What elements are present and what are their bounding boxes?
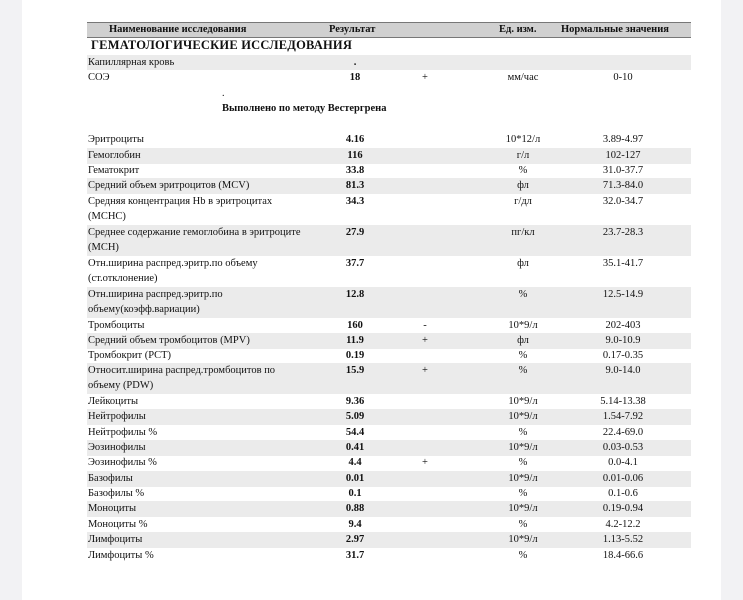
row-result: 9.4 (348, 519, 362, 530)
row-unit: 10*9/л (508, 503, 538, 514)
table-row (87, 455, 691, 471)
row-name: Моноциты % (88, 519, 148, 530)
table-row (87, 548, 691, 564)
row-name: Базофилы (88, 473, 133, 484)
table-header (87, 22, 691, 38)
row-result: 31.7 (345, 550, 365, 561)
row-result: 116 (347, 150, 363, 161)
table-row (87, 256, 691, 287)
method-note: Выполнено по методу Вестергрена (222, 103, 387, 114)
row-unit: фл (517, 258, 529, 269)
row-unit: 10*9/л (508, 411, 538, 422)
row-name: Лимфоциты % (88, 550, 154, 561)
row-norm: 9.0-14.0 (605, 365, 641, 376)
row-result: 0.1 (348, 488, 362, 499)
row-norm: 202-403 (605, 320, 641, 331)
row-name: Эозинофилы (88, 442, 146, 453)
header-name: Наименование исследования (109, 24, 247, 35)
row-name: Эритроциты (88, 134, 144, 145)
row-norm: 0.03-0.53 (602, 442, 644, 453)
row-name: Нейтрофилы (88, 411, 146, 422)
row-name: Лимфоциты (88, 534, 143, 545)
header-result: Результат (329, 24, 376, 35)
row-result: 4.4 (348, 457, 362, 468)
row-unit: 10*9/л (508, 320, 538, 331)
section-title: ГЕМАТОЛОГИЧЕСКИЕ ИССЛЕДОВАНИЯ (91, 38, 353, 52)
row-unit: % (518, 350, 528, 361)
row-name: Средний объем эритроцитов (MCV) (88, 180, 250, 191)
table-row-capillary (87, 55, 691, 70)
row-result: 0.01 (345, 473, 365, 484)
table-row-soe (87, 70, 691, 85)
table-row (87, 148, 691, 164)
table-row (87, 486, 691, 502)
table-row (87, 394, 691, 410)
row-result: 33.8 (345, 165, 365, 176)
row-norm: 9.0-10.9 (605, 335, 641, 346)
row-norm: 4.2-12.2 (605, 519, 641, 530)
row-norm: 35.1-41.7 (602, 258, 644, 269)
row-name: Среднее содержание гемоглобина в эритроците (MCH) (88, 227, 301, 253)
row-unit: 10*9/л (508, 473, 538, 484)
row-result: 81.3 (345, 180, 365, 191)
row-unit: 10*9/л (508, 442, 538, 453)
row-unit: г/л (516, 150, 530, 161)
row-norm: 18.4-66.6 (602, 550, 644, 561)
table-row (87, 532, 691, 548)
row-norm: 0.1-0.6 (608, 488, 638, 499)
row-name: СОЭ (88, 72, 110, 83)
table-row (87, 318, 691, 334)
row-unit: фл (517, 180, 529, 191)
row-name: Отн.ширина распред.эритр.по объему (ст.отклонение) (88, 258, 258, 284)
row-name: Лейкоциты (88, 396, 139, 407)
table-row (87, 225, 691, 256)
row-name: Средняя концентрация Hb в эритроцитах (MCHC) (88, 196, 273, 222)
row-norm: 0.19-0.94 (602, 503, 644, 514)
row-flag: + (422, 72, 428, 83)
row-name: Капиллярная кровь (88, 57, 175, 68)
row-unit: фл (517, 335, 529, 346)
row-unit: пг/кл (511, 227, 535, 238)
row-norm: 1.13-5.52 (602, 534, 644, 545)
table-row (87, 425, 691, 441)
row-norm: 0.0-4.1 (608, 457, 638, 468)
row-result: . (353, 57, 357, 68)
row-unit: 10*12/л (505, 134, 541, 145)
table-row (87, 348, 691, 364)
row-result: 37.7 (345, 258, 365, 269)
row-name: Тромбоциты (88, 320, 145, 331)
row-unit: % (518, 488, 528, 499)
row-result: 0.41 (345, 442, 365, 453)
row-unit: % (518, 457, 528, 468)
row-name: Отн.ширина распред.эритр.по объему(коэфф.вариации) (88, 289, 223, 315)
row-norm: 12.5-14.9 (602, 289, 644, 300)
row-unit: % (518, 519, 528, 530)
row-norm: 32.0-34.7 (602, 196, 644, 207)
row-flag: + (422, 365, 428, 376)
method-dot: . (222, 88, 225, 99)
row-result: 160 (347, 320, 363, 331)
row-norm: 1.54-7.92 (602, 411, 644, 422)
table-row (87, 517, 691, 533)
row-result: 34.3 (345, 196, 365, 207)
row-result: 18 (349, 72, 361, 83)
table-row (87, 163, 691, 179)
table-row (87, 333, 691, 349)
row-norm: 5.14-13.38 (600, 396, 646, 407)
row-unit: 10*9/л (508, 534, 538, 545)
row-norm: 0.01-0.06 (602, 473, 644, 484)
row-unit: % (518, 289, 528, 300)
row-norm: 22.4-69.0 (602, 427, 644, 438)
row-name: Моноциты (88, 503, 137, 514)
row-name: Тромбокрит (PCT) (88, 350, 171, 361)
row-unit: % (518, 550, 528, 561)
row-name: Гематокрит (88, 165, 140, 176)
row-result: 27.9 (345, 227, 365, 238)
row-unit: г/дл (514, 196, 532, 207)
row-norm: 71.3-84.0 (602, 180, 644, 191)
row-norm: 102-127 (605, 150, 641, 161)
row-name: Базофилы % (88, 488, 145, 499)
table-row (87, 287, 691, 318)
row-norm: 23.7-28.3 (602, 227, 644, 238)
row-name: Средний объем тромбоцитов (MPV) (88, 335, 250, 346)
row-name: Нейтрофилы % (88, 427, 158, 438)
row-result: 15.9 (345, 365, 365, 376)
row-result: 4.16 (345, 134, 365, 145)
row-flag: + (422, 457, 428, 468)
table-row (87, 194, 691, 225)
row-unit: % (518, 427, 528, 438)
row-name: Гемоглобин (88, 150, 141, 161)
row-norm: 0.17-0.35 (602, 350, 644, 361)
table-row (87, 471, 691, 487)
row-result: 0.88 (345, 503, 365, 514)
row-result: 0.19 (345, 350, 365, 361)
row-unit: % (518, 365, 528, 376)
header-unit: Ед. изм. (499, 24, 537, 35)
table-row (87, 501, 691, 517)
row-result: 9.36 (345, 396, 365, 407)
row-norm: 3.89-4.97 (602, 134, 644, 145)
table-row (87, 132, 691, 148)
row-name: Относит.ширина распред.тромбоцитов по объему (PDW) (88, 365, 276, 391)
row-result: 11.9 (346, 335, 364, 346)
table-row (87, 409, 691, 425)
row-flag: + (422, 335, 428, 346)
row-norm: 0-10 (613, 72, 633, 83)
table-row (87, 440, 691, 456)
row-norm: 31.0-37.7 (602, 165, 644, 176)
row-result: 12.8 (345, 289, 365, 300)
row-result: 2.97 (345, 534, 365, 545)
row-name: Эозинофилы % (88, 457, 157, 468)
row-unit: мм/час (507, 72, 539, 83)
row-result: 5.09 (345, 411, 365, 422)
table-row (87, 178, 691, 194)
row-unit: 10*9/л (508, 396, 538, 407)
row-result: 54.4 (345, 427, 365, 438)
row-flag: - (423, 320, 427, 331)
row-unit: % (518, 165, 528, 176)
header-norm: Нормальные значения (561, 24, 669, 35)
table-row (87, 363, 691, 394)
